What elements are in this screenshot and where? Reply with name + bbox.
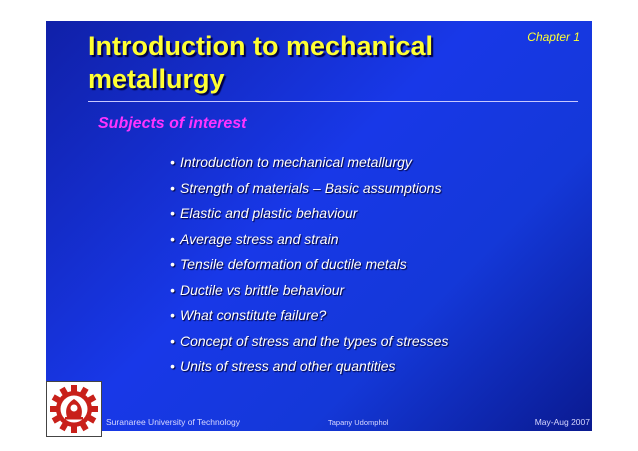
- list-item-text: Elastic and plastic behaviour: [180, 205, 358, 221]
- list-item-text: Strength of materials – Basic assumptions: [180, 179, 442, 196]
- list-item-text: Tensile deformation of ductile metals: [180, 256, 407, 272]
- list-item: [170, 278, 448, 304]
- list-item: [170, 227, 448, 253]
- bullet-icon: •: [170, 307, 175, 323]
- list-item: [170, 176, 448, 202]
- footer-author: Tapany Udomphol: [328, 418, 389, 427]
- topic-list: [170, 150, 448, 380]
- bullet-icon: •: [170, 205, 175, 221]
- footer-date: May-Aug 2007: [534, 417, 590, 427]
- bullet-icon: •: [170, 230, 175, 247]
- bullet-icon: •: [170, 281, 175, 298]
- list-item: [170, 329, 448, 355]
- list-item-text: Average stress and strain: [180, 230, 339, 247]
- title-divider: [88, 101, 578, 102]
- list-item: [170, 354, 448, 380]
- chapter-label: Chapter 1: [527, 30, 580, 44]
- bullet-icon: •: [170, 154, 175, 170]
- list-item: [170, 303, 448, 329]
- list-item-text: Introduction to mechanical metallurgy: [180, 154, 412, 170]
- slide: [46, 21, 592, 431]
- slide-title: Introduction to mechanical metallurgy: [88, 31, 434, 94]
- footer-institution: Suranaree University of Technology: [106, 417, 241, 427]
- list-item: [170, 252, 448, 278]
- bullet-icon: •: [170, 179, 175, 196]
- bullet-icon: •: [170, 256, 175, 272]
- list-item-text: Units of stress and other quantities: [180, 358, 396, 374]
- university-seal-icon: [47, 382, 101, 436]
- list-item-text: Ductile vs brittle behaviour: [180, 281, 345, 298]
- list-item-text: Concept of stress and the types of stresses: [180, 332, 449, 349]
- bullet-icon: •: [170, 332, 175, 349]
- university-logo: [46, 381, 102, 437]
- section-subheading: Subjects of interest: [98, 115, 247, 132]
- list-item: [170, 201, 448, 227]
- list-item-text: What constitute failure?: [180, 307, 327, 323]
- list-item: [170, 150, 448, 176]
- bullet-icon: •: [170, 358, 175, 374]
